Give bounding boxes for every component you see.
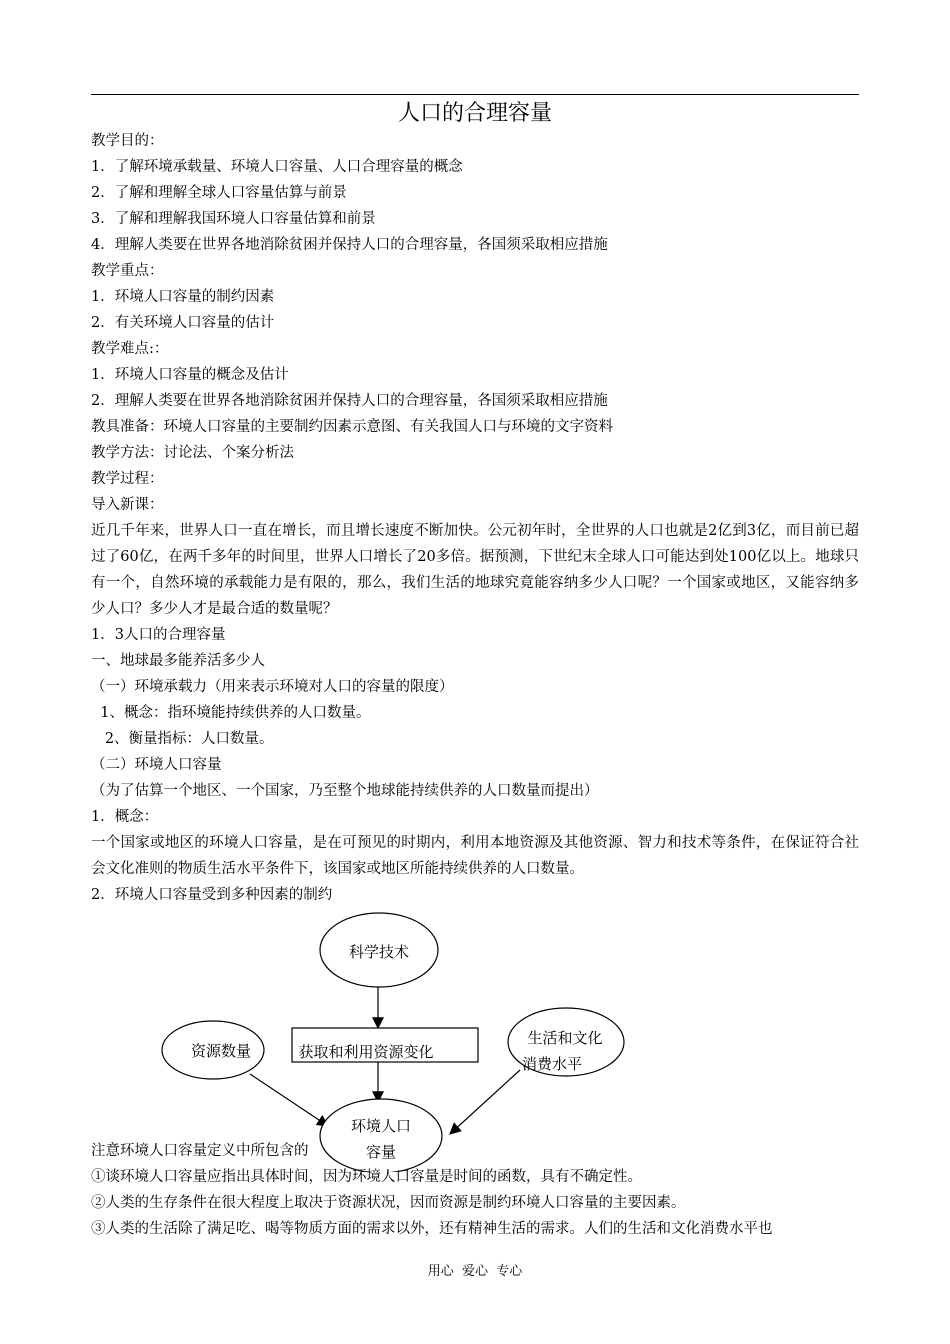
diagram-heading: 2．环境人口容量受到多种因素的制约 — [91, 887, 333, 903]
text-line: 1．概念： — [91, 809, 159, 825]
node-living-label-1: 生活和文化 — [527, 1029, 603, 1047]
text-line: 1．环境人口容量的制约因素 — [91, 289, 275, 305]
node-capacity — [320, 1099, 442, 1172]
text-line: 2．了解和理解全球人口容量估算与前景 — [91, 185, 347, 201]
arrow-living-to-capacity — [450, 1070, 520, 1134]
header-rule — [91, 94, 859, 95]
text-line: 2．有关环境人口容量的估计 — [91, 315, 275, 331]
node-change-label: 获取和利用资源变化 — [298, 1043, 434, 1061]
page-footer: 用心 爱心 专心 — [427, 1264, 523, 1279]
text-line: （一）环境承载力（用来表示环境对人口的容量的限度） — [91, 679, 454, 695]
text-line: （二）环境人口容量 — [91, 757, 222, 773]
text-line: 教学方法：讨论法、个案分析法 — [91, 445, 294, 461]
factors-diagram — [150, 912, 630, 1172]
page-title: 人口的合理容量 — [397, 101, 552, 126]
text-line: 1．环境人口容量的概念及估计 — [91, 367, 289, 383]
definition-paragraph: 一个国家或地区的环境人口容量，是在可预见的时期内，利用本地资源及其他资源、智力和技术等条件，在保证符合社会文化准则的物质生活水平条件下，该国家或地区所能持续供养的人口数量。 — [91, 835, 859, 877]
text-line: 教学难点:： — [91, 341, 169, 357]
intro-paragraph: 近几千年来，世界人口一直在增长，而且增长速度不断加快。公元初年时，全世界的人口也就是2亿到3亿，而目前已超过了60亿，在两千多年的时间里，世界人口增长了20多倍。据预测，下世纪末全球人口可能达到处100亿以上。地球只有一个，自然环境的承载能力是有限的，那么，我们生活的地球究竟能容纳多少人口呢？一个国家或地区，又能容纳多少人口？多少人才是最合适的数量呢？ — [91, 523, 859, 617]
node-living-label-2: 消费水平 — [521, 1055, 583, 1073]
text-line: （为了估算一个地区、一个国家，乃至整个地球能持续供养的人口数量而提出） — [91, 783, 599, 799]
node-tech-label: 科学技术 — [348, 943, 410, 961]
text-line: 教学过程： — [91, 471, 164, 487]
note-heading: 注意环境人口容量定义中所包含的 — [91, 1143, 309, 1159]
node-resources-label: 资源数量 — [190, 1042, 252, 1060]
arrow-resources-to-capacity — [250, 1074, 328, 1126]
text-line: 1、概念：指环境能持续供养的人口数量。 — [91, 705, 371, 721]
text-line: 教学目的： — [91, 133, 164, 149]
text-line: 3．了解和理解我国环境人口容量估算和前景 — [91, 211, 376, 227]
note-item: ①谈环境人口容量应指出具体时间，因为环境人口容量是时间的函数，具有不确定性。 — [91, 1169, 642, 1185]
text-line: 教学重点： — [91, 263, 164, 279]
text-line: 2、衡量指标：人口数量。 — [91, 731, 274, 747]
node-capacity-label-2: 容量 — [365, 1143, 397, 1161]
text-line: 教具准备：环境人口容量的主要制约因素示意图、有关我国人口与环境的文字资料 — [91, 419, 613, 435]
text-line: 4．理解人类要在世界各地消除贫困并保持人口的合理容量，各国须采取相应措施 — [91, 237, 608, 253]
note-item: ③人类的生活除了满足吃、喝等物质方面的需求以外，还有精神生活的需求。人们的生活和文化消费水平也 — [91, 1221, 773, 1237]
text-line: 1．了解环境承载量、环境人口容量、人口合理容量的概念 — [91, 159, 463, 175]
note-item: ②人类的生存条件在很大程度上取决于资源状况，因而资源是制约环境人口容量的主要因素。 — [91, 1195, 686, 1211]
text-line: 2．理解人类要在世界各地消除贫困并保持人口的合理容量，各国须采取相应措施 — [91, 393, 608, 409]
section-heading: 1．3人口的合理容量 — [91, 627, 226, 643]
node-capacity-label-1: 环境人口 — [350, 1117, 412, 1135]
text-line: 导入新课： — [91, 497, 164, 513]
text-line: 一、地球最多能养活多少人 — [91, 653, 265, 669]
